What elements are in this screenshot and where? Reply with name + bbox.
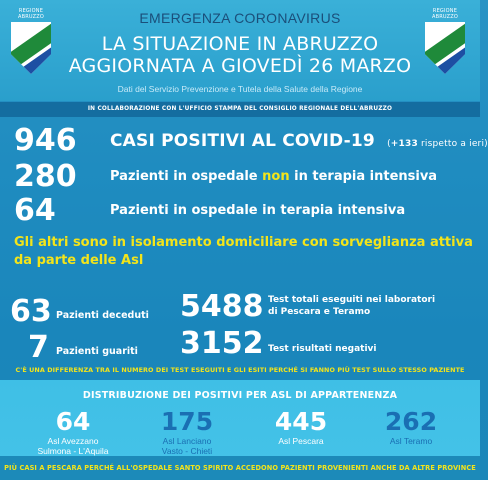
tests-total-label-line1: Test totali eseguiti nei laboratori [268,295,436,305]
label-pre: Pazienti in ospedale [110,169,263,184]
asl-label-line1: Asl Pescara [278,436,324,446]
header [0,0,480,101]
emergency-title: EMERGENZA CORONAVIRUS [139,10,341,26]
tests-total-label [268,294,435,318]
delta-value: +133 [390,139,418,149]
main-title-line2: AGGIORNATA A GIOVEDÌ 26 MARZO [68,55,412,77]
recovered-label: Pazienti guariti [56,346,138,357]
pescara-footer-note: PIÙ CASI A PESCARA PERCHÉ ALL'OSPEDALE SANTO SPIRITO ACCEDONO PAZIENTI PROVENIENTI ANCHE DA ALTRE PROVINCE [0,456,480,480]
collaboration-bar: IN COLLABORAZIONE CON L'UFFICIO STAMPA DEL CONSIGLIO REGIONALE DELL'ABRUZZO [0,102,480,117]
asl-value: 64 [55,407,91,436]
hospital-non-icu-row [14,159,474,194]
tests-total-block [180,289,436,324]
positive-cases-row [14,123,488,158]
asl-value: 445 [274,407,328,436]
positive-cases-text: CASI POSITIVI AL COVID-19 [110,131,375,151]
logo-caption-left: REGIONE ABRUZZO [17,8,45,20]
deceased-value: 63 [10,294,52,329]
tests-negative-value: 3152 [180,326,264,361]
icu-row [14,193,474,228]
recovered-value: 7 [28,330,49,365]
asl-label-line2: Sulmona - L'Aquila [37,446,109,456]
distribution-title: DISTRIBUZIONE DEI POSITIVI PER ASL DI APPARTENENZA [82,390,398,401]
tests-total-value: 5488 [180,289,264,324]
isolation-note: Gli altri sono in isolamento domiciliare con sorveglianza attiva da parte delle Asl [14,235,473,268]
asl-label-line2: Vasto - Chieti [161,446,213,456]
positive-cases-delta: (+133 rispetto a ieri) [387,139,488,149]
asl-teramo [356,408,466,446]
tests-negative-block [180,326,377,361]
recovered-block [28,330,138,365]
asl-value: 262 [384,407,438,436]
asl-value: 175 [160,407,214,436]
asl-avezzano [18,408,128,456]
delta-suffix: rispetto a ieri [420,139,485,149]
data-source: Dati del Servizio Prevenzione e Tutela della Salute della Regione [117,84,363,94]
logo-caption-right: REGIONE ABRUZZO [431,8,459,20]
positive-cases-label [110,126,488,159]
icu-label: Pazienti in ospedale in terapia intensiva [110,203,406,218]
label-highlight: non [262,169,290,184]
asl-lanciano [132,408,242,456]
tests-total-label-line2: di Pescara e Teramo [268,307,371,317]
label-post: in terapia intensiva [289,169,438,184]
deceased-block [10,294,149,329]
main-title-line1: LA SITUAZIONE IN ABRUZZO [101,33,379,55]
hospital-non-icu-value: 280 [14,159,77,194]
icu-value: 64 [14,193,56,228]
asl-label-line1: Asl Avezzano [47,436,99,446]
asl-pescara [246,408,356,446]
hospital-non-icu-label [110,162,437,192]
positive-cases-value: 946 [14,123,77,158]
deceased-label: Pazienti deceduti [56,310,149,321]
tests-difference-note: C'È UNA DIFFERENZA TRA IL NUMERO DEI TEST ESEGUITI E GLI ESITI PERCHÉ SI FANNO PIÙ TEST SULLO STESSO PAZIENTE [15,366,465,374]
asl-label-line1: Asl Teramo [389,436,433,446]
tests-negative-label: Test risultati negativi [268,344,377,354]
asl-label-line1: Asl Lanciano [162,436,212,446]
main-title [0,33,480,77]
